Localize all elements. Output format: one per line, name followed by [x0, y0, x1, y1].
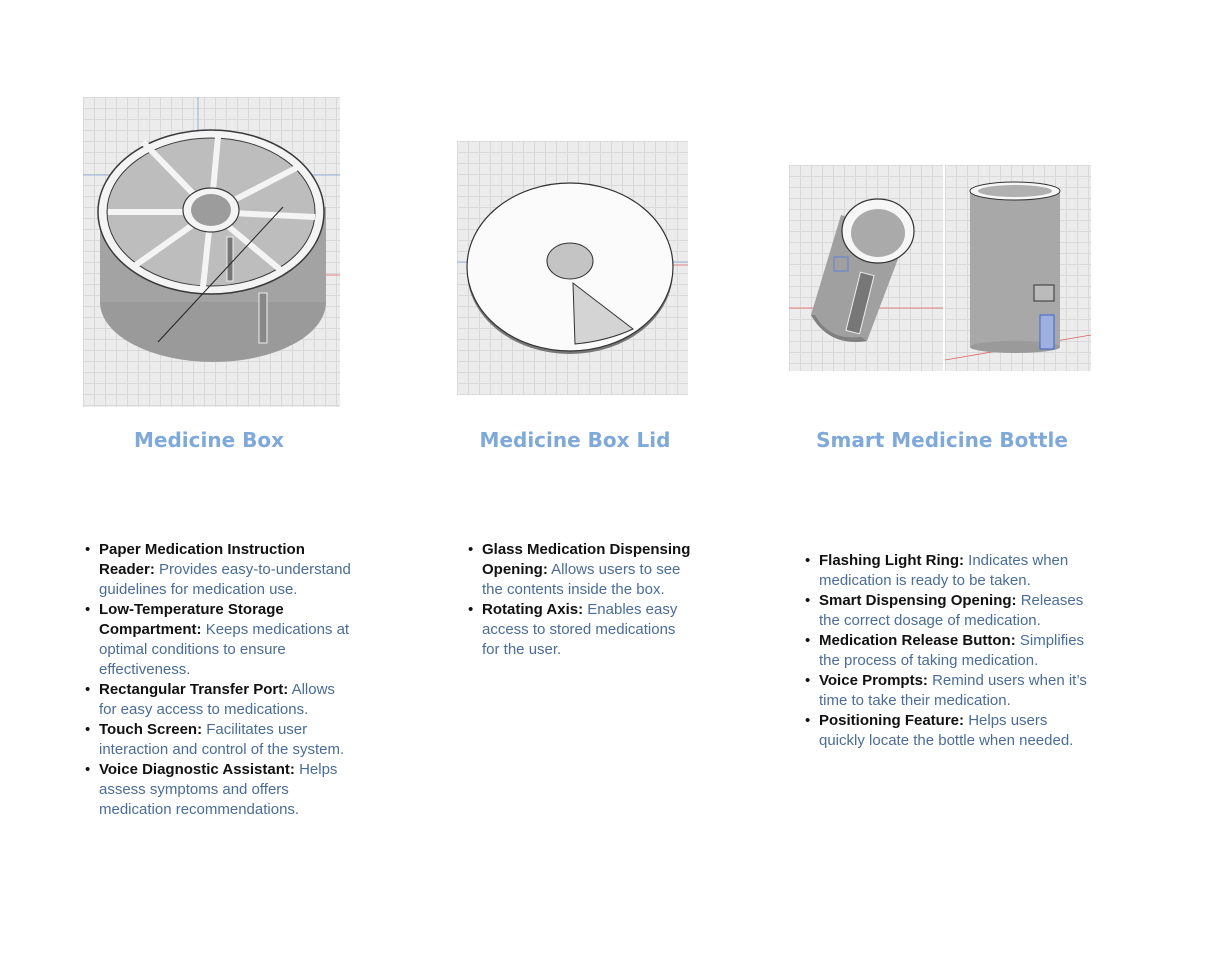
list-item: • Glass Medication Dispensing Opening: Allows users to see the contents inside the box. [466, 540, 696, 600]
smart-medicine-bottle-image-right [945, 165, 1091, 371]
smart-medicine-bottle-title: Smart Medicine Bottle [816, 428, 1068, 452]
smart-medicine-bottle-image-left [789, 165, 943, 371]
list-item: • Voice Prompts: Remind users when it’s time to take their medication. [803, 671, 1093, 711]
list-item: • Positioning Feature: Helps users quickly locate the bottle when needed. [803, 711, 1093, 751]
smart-medicine-bottle-feature-list [803, 551, 1093, 751]
list-item: • Rotating Axis: Enables easy access to stored medications for the user. [466, 600, 696, 660]
medicine-box-lid-image [457, 141, 688, 395]
list-item: • Rectangular Transfer Port: Allows for easy access to medications. [83, 680, 355, 720]
list-item: • Low-Temperature Storage Compartment: Keeps medications at optimal conditions to ensure effectiveness. [83, 600, 355, 680]
list-item: • Paper Medication Instruction Reader: Provides easy-to-understand guidelines for medication use. [83, 540, 355, 600]
list-item: • Touch Screen: Facilitates user interaction and control of the system. [83, 720, 355, 760]
medicine-box-lid-feature-list [466, 540, 696, 660]
list-item: • Medication Release Button: Simplifies the process of taking medication. [803, 631, 1093, 671]
list-item: • Flashing Light Ring: Indicates when medication is ready to be taken. [803, 551, 1093, 591]
medicine-box-image [83, 97, 340, 407]
medicine-box-feature-list [83, 540, 355, 820]
list-item: • Voice Diagnostic Assistant: Helps assess symptoms and offers medication recommendations. [83, 760, 355, 820]
list-item: • Smart Dispensing Opening: Releases the correct dosage of medication. [803, 591, 1093, 631]
medicine-box-lid-title: Medicine Box Lid [479, 428, 671, 452]
medicine-box-title: Medicine Box [134, 428, 284, 452]
